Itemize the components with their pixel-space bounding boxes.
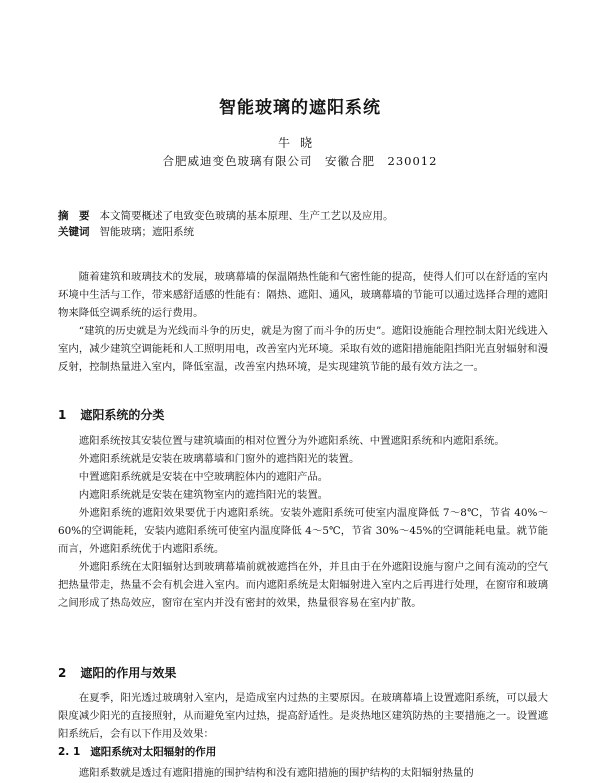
section-1-paragraph: 内遮阳系统就是安装在建筑物室内的遮挡阳光的装置。: [78, 489, 329, 501]
section-1-paragraph: 外遮阳系统在太阳辐射达到玻璃幕墙前就被遮挡在外，并且由于在外遮阳设施与窗户之间有流动的空气把热量带走，热量不会有机会进入室内。而内遮阳系统是太阳辐射进入室内之后再进行处理，在窗帘和玻璃之间形成了热岛效应，窗帘在室内并没有密封的效果，热量很容易在室内扩散。: [58, 561, 548, 609]
section-1-paragraph: 外遮阳系统的遮阳效果要优于内遮阳系统。安装外遮阳系统可使室内温度降低 7～8℃，节省 40%～60%的空调能耗，安装内遮阳系统可使室内温度降低 4～5℃，节省 30%～45%的空调能耗电量。就节能而言，外遮阳系统优于内遮阳系统。: [58, 507, 548, 555]
section-2-heading: [58, 664, 176, 681]
intro-paragraph: “建筑的历史就是为光线而斗争的历史，就是为窗了而斗争的历史”。遮阳设施能合理控制太阳光线进入室内，减少建筑空调能耗和人工照明用电，改善室内光环境。采取有效的遮阳措施能阻挡阳光直射辐射和漫反射，控制热量进入室内，降低室温，改善室内热环境，是实现建筑节能的最有效方法之一。: [58, 325, 548, 373]
section-2-1-heading: [58, 744, 216, 759]
section-1-paragraph: 遮阳系统按其安装位置与建筑墙面的相对位置分为外遮阳系统、中置遮阳系统和内遮阳系统。: [78, 435, 505, 447]
abstract-text: 本文简要概述了电致变色玻璃的基本原理、生产工艺以及应用。: [99, 210, 394, 222]
intro-section: [58, 268, 548, 376]
section-2-1-body: [58, 764, 548, 782]
section-2-1-title: 遮阳系统对太阳辐射的作用: [90, 746, 217, 758]
section-2-1-paragraph: 遮阳系数就是透过有遮阳措施的围护结构和没有遮阳措施的围护结构的太阳辐射热量的: [78, 767, 474, 779]
section-1-body: [58, 432, 548, 612]
abstract: [58, 209, 558, 223]
author-affiliation: 合肥威迪变色玻璃有限公司 安徽合肥 230012: [162, 154, 438, 168]
section-2-number: 2: [58, 666, 67, 680]
section-1-paragraph: 中置遮阳系统就是安装在中空玻璃腔体内的遮阳产品。: [78, 471, 329, 483]
section-1-number: 1: [58, 408, 67, 422]
section-2-title: 遮阳的作用与效果: [80, 666, 177, 680]
section-1-title: 遮阳系统的分类: [80, 408, 165, 422]
abstract-label: 摘 要: [58, 210, 90, 222]
author-name: 牛晓: [277, 136, 322, 150]
section-2-1-number: 2. 1: [58, 746, 81, 758]
keywords-text: 智能玻璃；遮阳系统: [99, 226, 194, 238]
section-1-paragraph: 外遮阳系统就是安装在玻璃幕墙和门窗外的遮挡阳光的装置。: [78, 453, 360, 465]
section-2-paragraph: 在夏季，阳光透过玻璃射入室内，是造成室内过热的主要原因。在玻璃幕墙上设置遮阳系统，可以最大限度减少阳光的直接照射，从而避免室内过热，提高舒适性。是炎热地区建筑防热的主要措施之一。设置遮阳系统后，会有以下作用及效果：: [58, 692, 548, 740]
section-1-heading: [58, 406, 164, 423]
keywords: [58, 225, 558, 239]
intro-paragraph: 随着建筑和玻璃技术的发展，玻璃幕墙的保温隔热性能和气密性能的提高，使得人们可以在舒适的室内环境中生活与工作，带来感舒适感的性能有：隔热、遮阳、通风，玻璃幕墙的节能可以通过选择合理的遮阳物来降低空调系统的运行费用。: [58, 271, 548, 319]
keywords-label: 关键词: [58, 226, 90, 238]
section-2-body: [58, 689, 548, 743]
paper-title: 智能玻璃的遮阳系统: [219, 98, 381, 118]
